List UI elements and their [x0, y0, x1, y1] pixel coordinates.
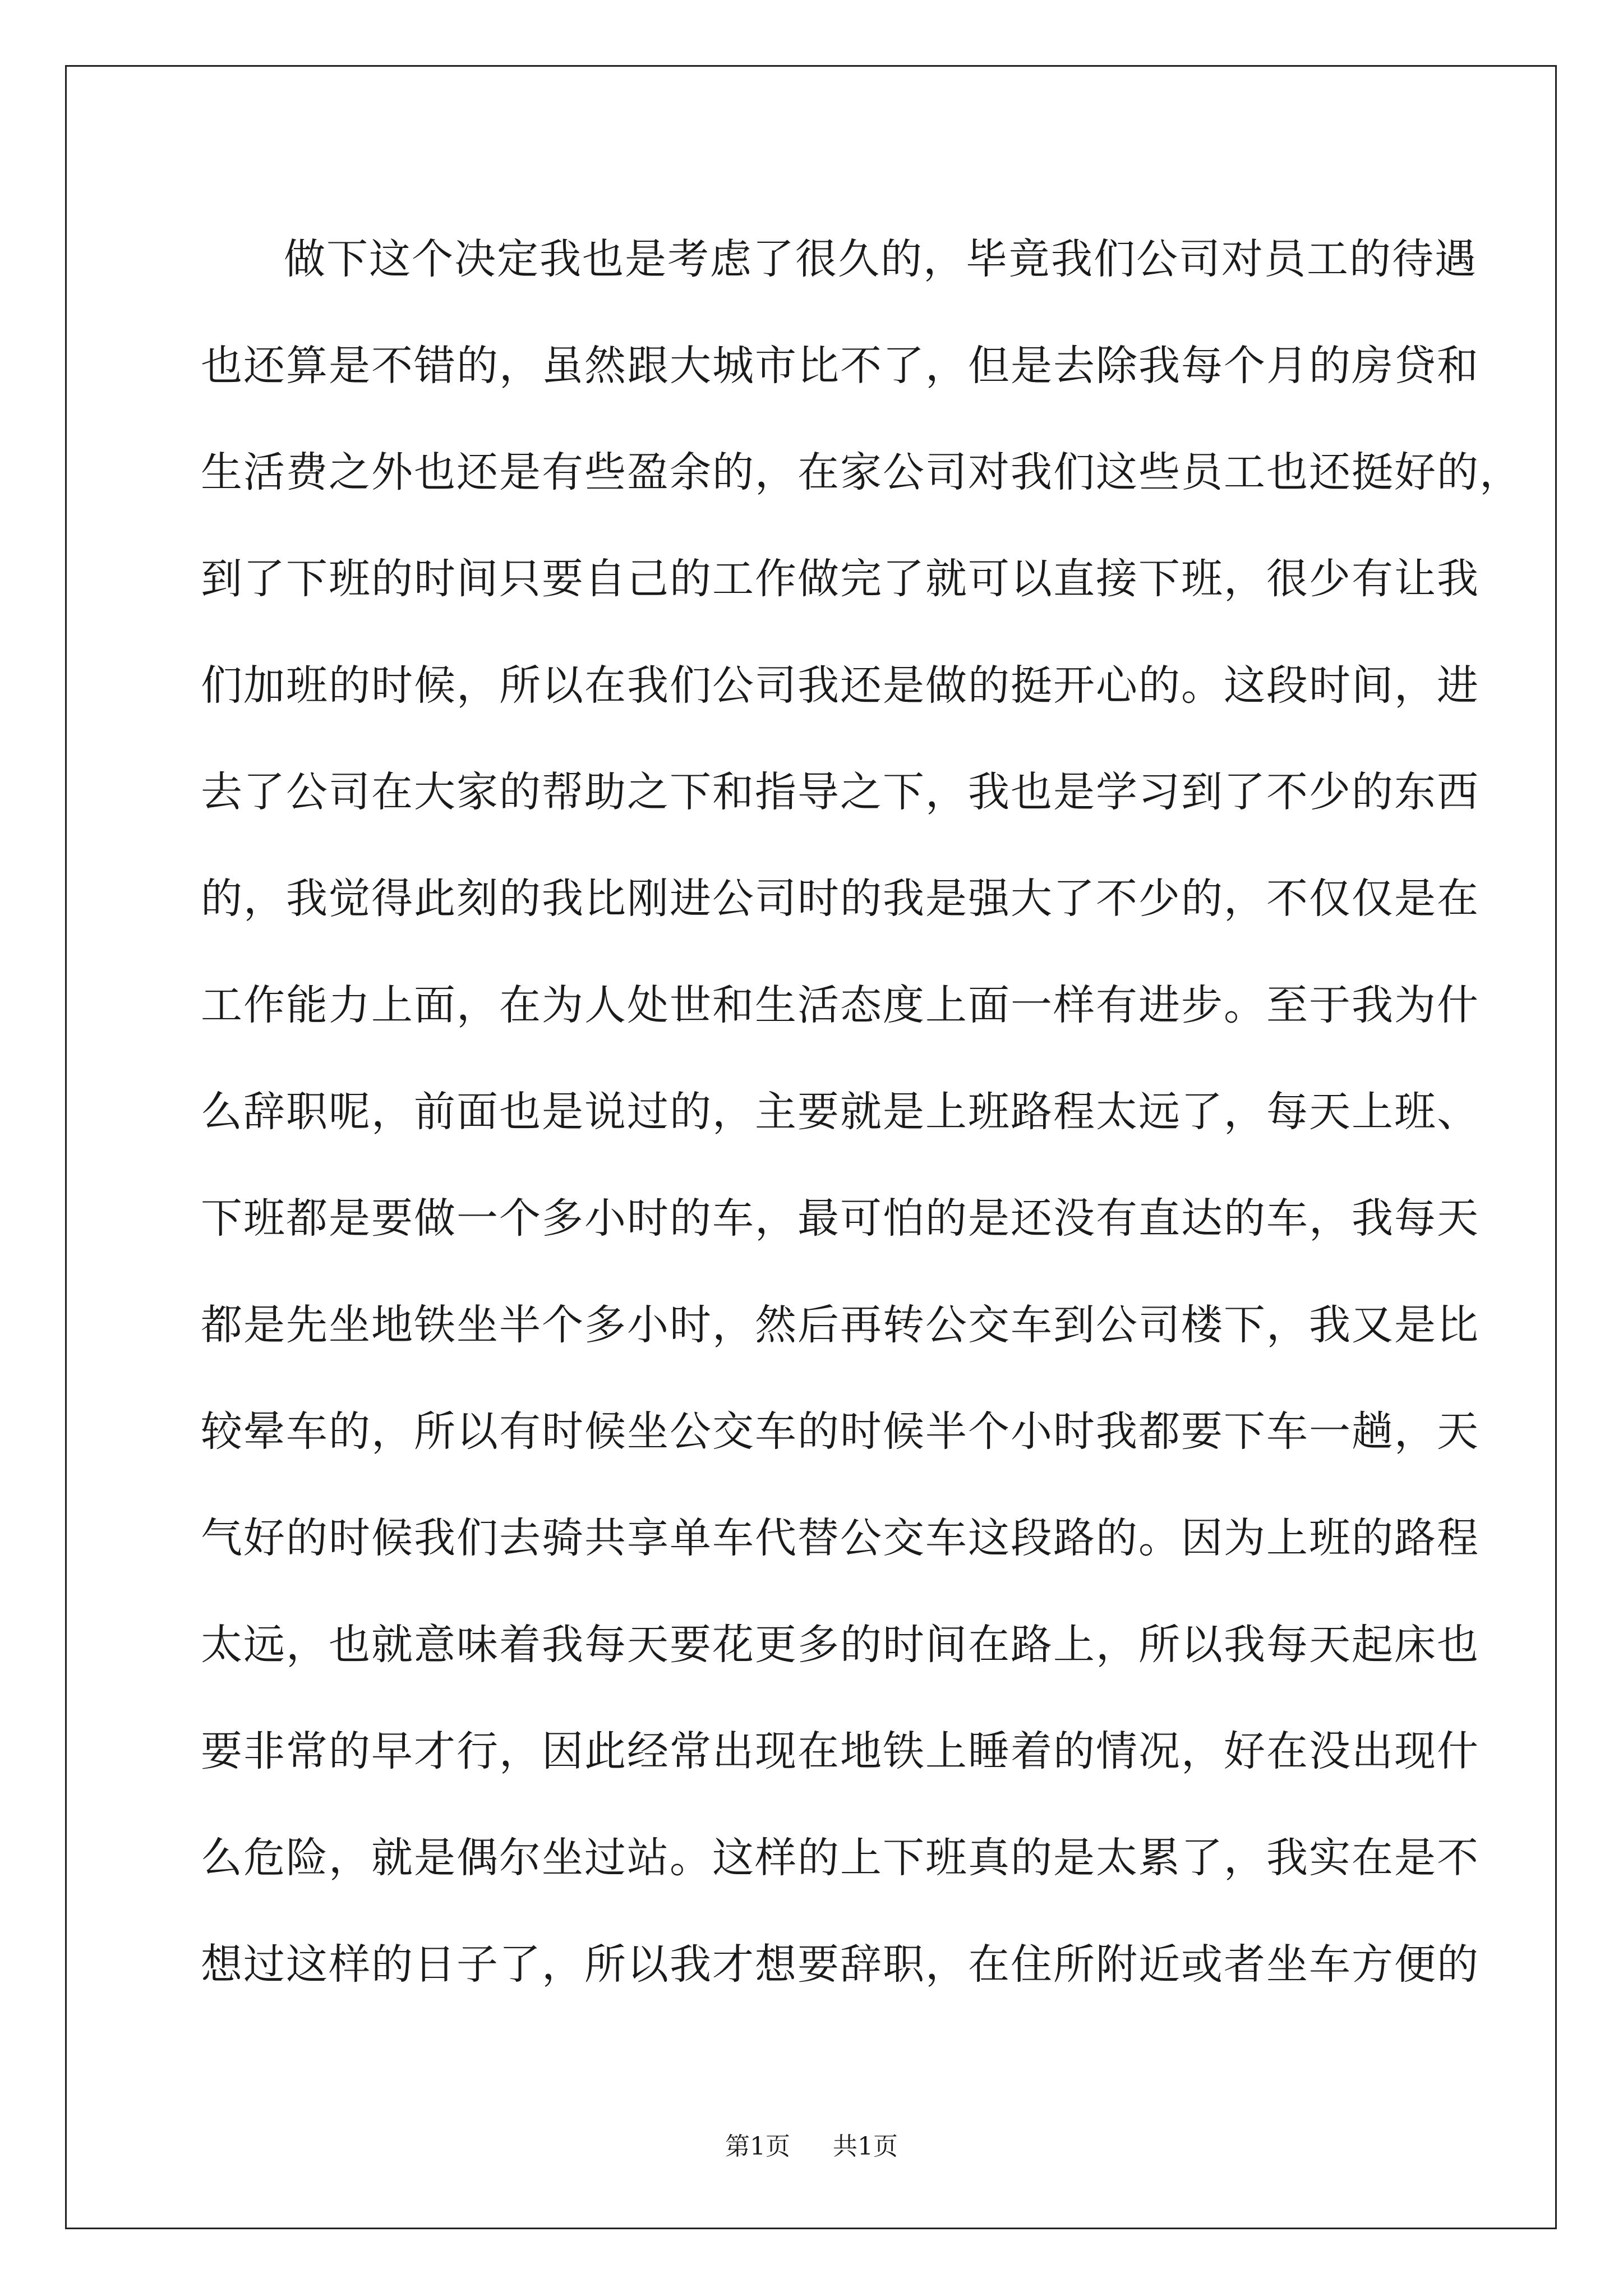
text-line: 到了下班的时间只要自己的工作做完了就可以直接下班，很少有让我: [201, 555, 1479, 603]
text-line: 太远，也就意味着我每天要花更多的时间在路上，所以我每天起床也: [201, 1621, 1479, 1669]
text-line: 也还算是不错的，虽然跟大城市比不了，但是去除我每个月的房贷和: [201, 342, 1479, 390]
text-line: 做下这个决定我也是考虑了很久的，毕竟我们公司对员工的待遇: [284, 235, 1477, 283]
text-line: 们加班的时候，所以在我们公司我还是做的挺开心的。这段时间，进: [201, 661, 1479, 710]
text-line: 要非常的早才行，因此经常出现在地铁上睡着的情况，好在没出现什: [201, 1727, 1479, 1775]
text-line: 么危险，就是偶尔坐过站。这样的上下班真的是太累了，我实在是不: [201, 1834, 1479, 1882]
text-line: 去了公司在大家的帮助之下和指导之下，我也是学习到了不少的东西: [201, 768, 1479, 816]
text-line: 工作能力上面，在为人处世和生活态度上面一样有进步。至于我为什: [201, 981, 1479, 1029]
page-number: 第1页: [725, 2132, 790, 2161]
text-line: 的，我觉得此刻的我比刚进公司时的我是强大了不少的，不仅仅是在: [201, 875, 1479, 923]
text-line: 么辞职呢，前面也是说过的，主要就是上班路程太远了，每天上班、: [201, 1088, 1479, 1136]
page-total: 共1页: [833, 2132, 898, 2161]
text-line: 都是先坐地铁坐半个多小时，然后再转公交车到公司楼下，我又是比: [201, 1301, 1479, 1349]
text-line: 气好的时候我们去骑共享单车代替公交车这段路的。因为上班的路程: [201, 1514, 1479, 1562]
text-line: 想过这样的日子了，所以我才想要辞职，在住所附近或者坐车方便的: [201, 1940, 1479, 1989]
page-footer: [0, 2126, 1623, 2162]
text-line: 较晕车的，所以有时候坐公交车的时候半个小时我都要下车一趟，天: [201, 1407, 1479, 1456]
document-body: [201, 206, 1522, 2018]
text-line: 生活费之外也还是有些盈余的，在家公司对我们这些员工也还挺好的，: [201, 448, 1522, 496]
text-line: 下班都是要做一个多小时的车，最可怕的是还没有直达的车，我每天: [201, 1194, 1479, 1243]
